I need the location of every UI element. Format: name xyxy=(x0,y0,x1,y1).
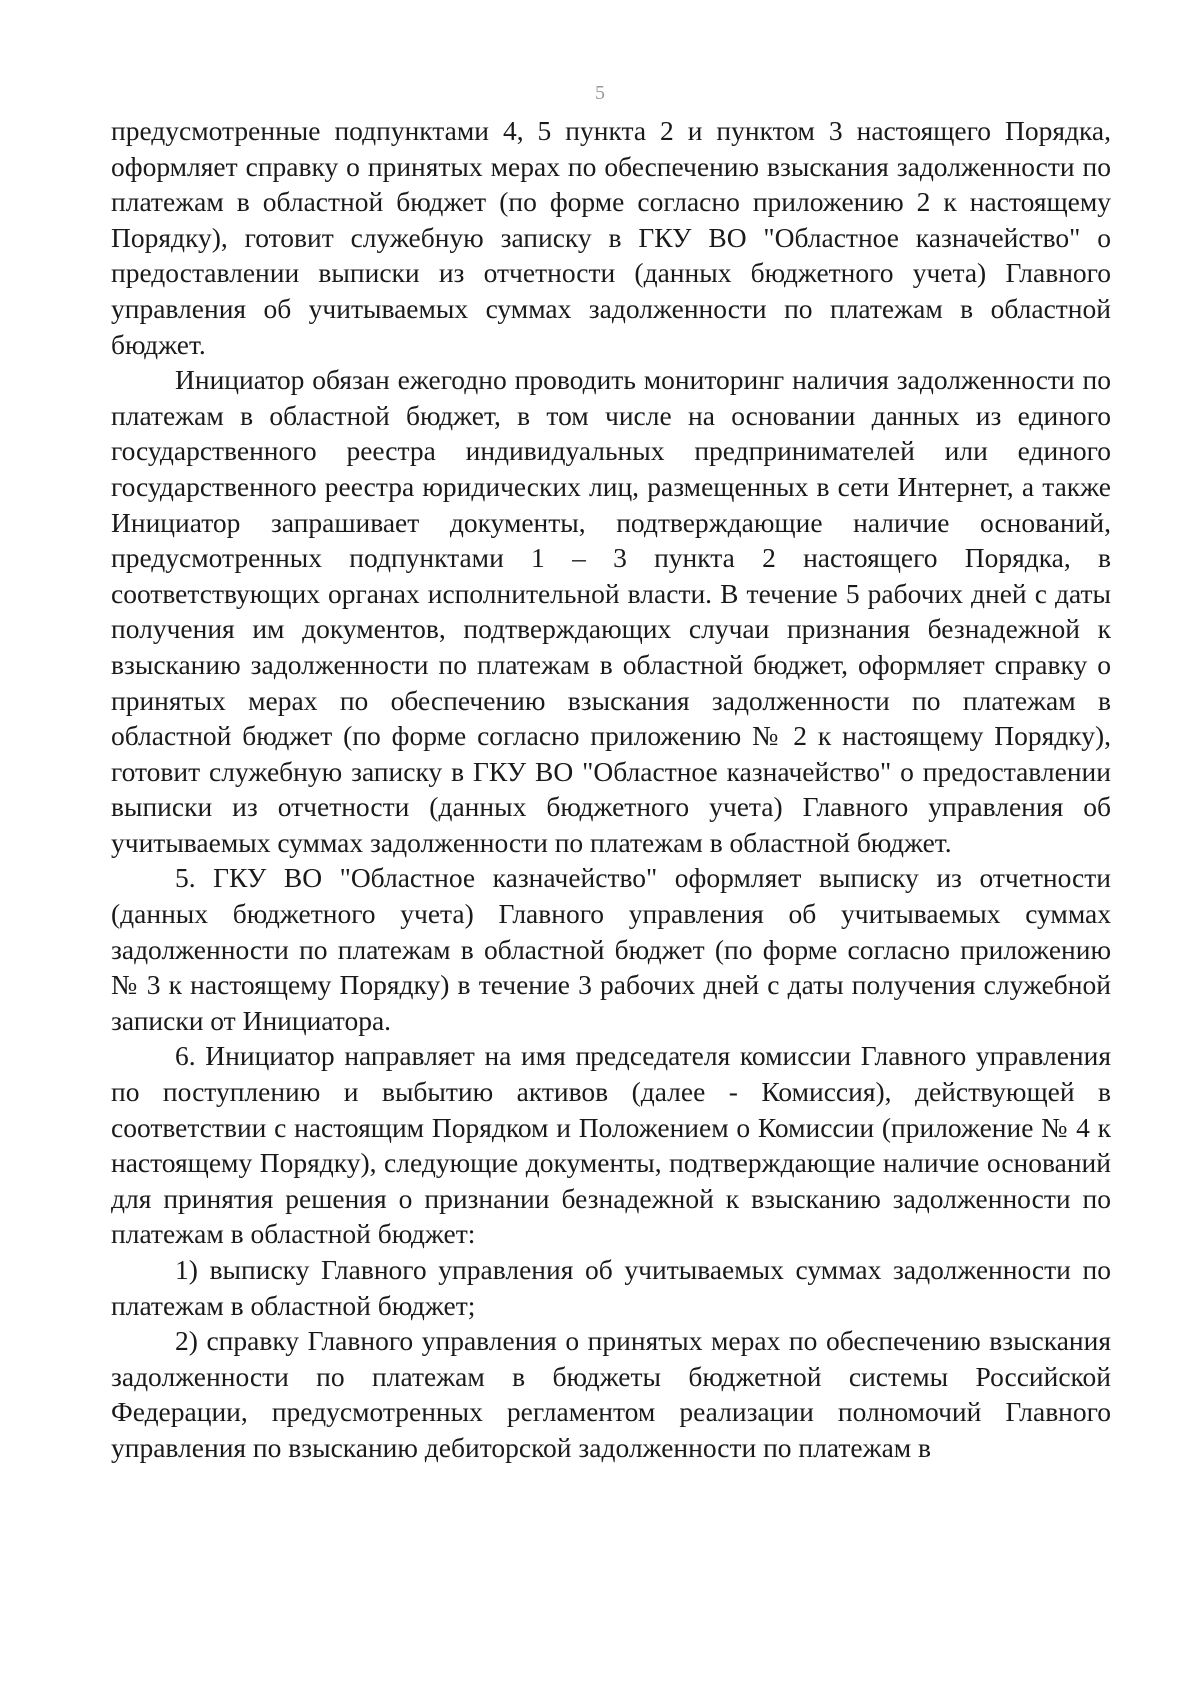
paragraph-continuation: предусмотренные подпунктами 4, 5 пункта 2 и пунктом 3 настоящего Порядка, оформляет справку о принятых мерах по обеспечению взыскания задолженности по платежам в областной бюджет (по форме согласно приложению 2 к настоящему Порядку), готовит служебную записку в ГКУ ВО "Областное казначейство" о предоставлении выписки из отчетности (данных бюджетного учета) Главного управления об учитываемых суммах задолженности по платежам в областной бюджет. xyxy=(111,115,1111,360)
list-item-2: 2) справку Главного управления о принятых мерах по обеспечению взыскания задолженности по платежам в бюджеты бюджетной системы Российской Федерации, предусмотренных регламентом реализации полномочий Главного управления по взысканию дебиторской задолженности по платежам в xyxy=(111,1325,1111,1463)
paragraph-item-6: 6. Инициатор направляет на имя председателя комиссии Главного управления по поступлению и выбытию активов (далее - Комиссия), действующей в соответствии с настоящим Порядком и Положением о Комиссии (приложение № 4 к настоящему Порядку), следующие документы, подтверждающие наличие оснований для принятия решения о признании безнадежной к взысканию задолженности по платежам в областной бюджет: xyxy=(111,1040,1111,1250)
list-item-1: 1) выписку Главного управления об учитываемых суммах задолженности по платежам в областной бюджет; xyxy=(111,1254,1111,1321)
paragraph-item-5: 5. ГКУ ВО "Областное казначейство" оформляет выписку из отчетности (данных бюджетного учета) Главного управления об учитываемых суммах задолженности по платежам в областной бюджет (по форме согласно приложению № 3 к настоящему Порядку) в течение 3 рабочих дней с даты получения служебной записки от Инициатора. xyxy=(111,862,1111,1036)
document-body xyxy=(111,113,1111,1466)
paragraph-initiator-monitoring: Инициатор обязан ежегодно проводить мониторинг наличия задолженности по платежам в областной бюджет, в том числе на основании данных из единого государственного реестра индивидуальных предпринимателей или единого государственного реестра юридических лиц, размещенных в сети Интернет, а также Инициатор запрашивает документы, подтверждающие наличие оснований, предусмотренных подпунктами 1 – 3 пункта 2 настоящего Порядка, в соответствующих органах исполнительной власти. В течение 5 рабочих дней с даты получения им документов, подтверждающих случаи признания безнадежной к взысканию задолженности по платежам в областной бюджет, оформляет справку о принятых мерах по обеспечению взыскания задолженности по платежам в областной бюджет (по форме согласно приложению № 2 к настоящему Порядку), готовит служебную записку в ГКУ ВО "Областное казначейство" о предоставлении выписки из отчетности (данных бюджетного учета) Главного управления об учитываемых суммах задолженности по платежам в областной бюджет. xyxy=(111,364,1111,858)
page-number: 5 xyxy=(595,82,605,104)
